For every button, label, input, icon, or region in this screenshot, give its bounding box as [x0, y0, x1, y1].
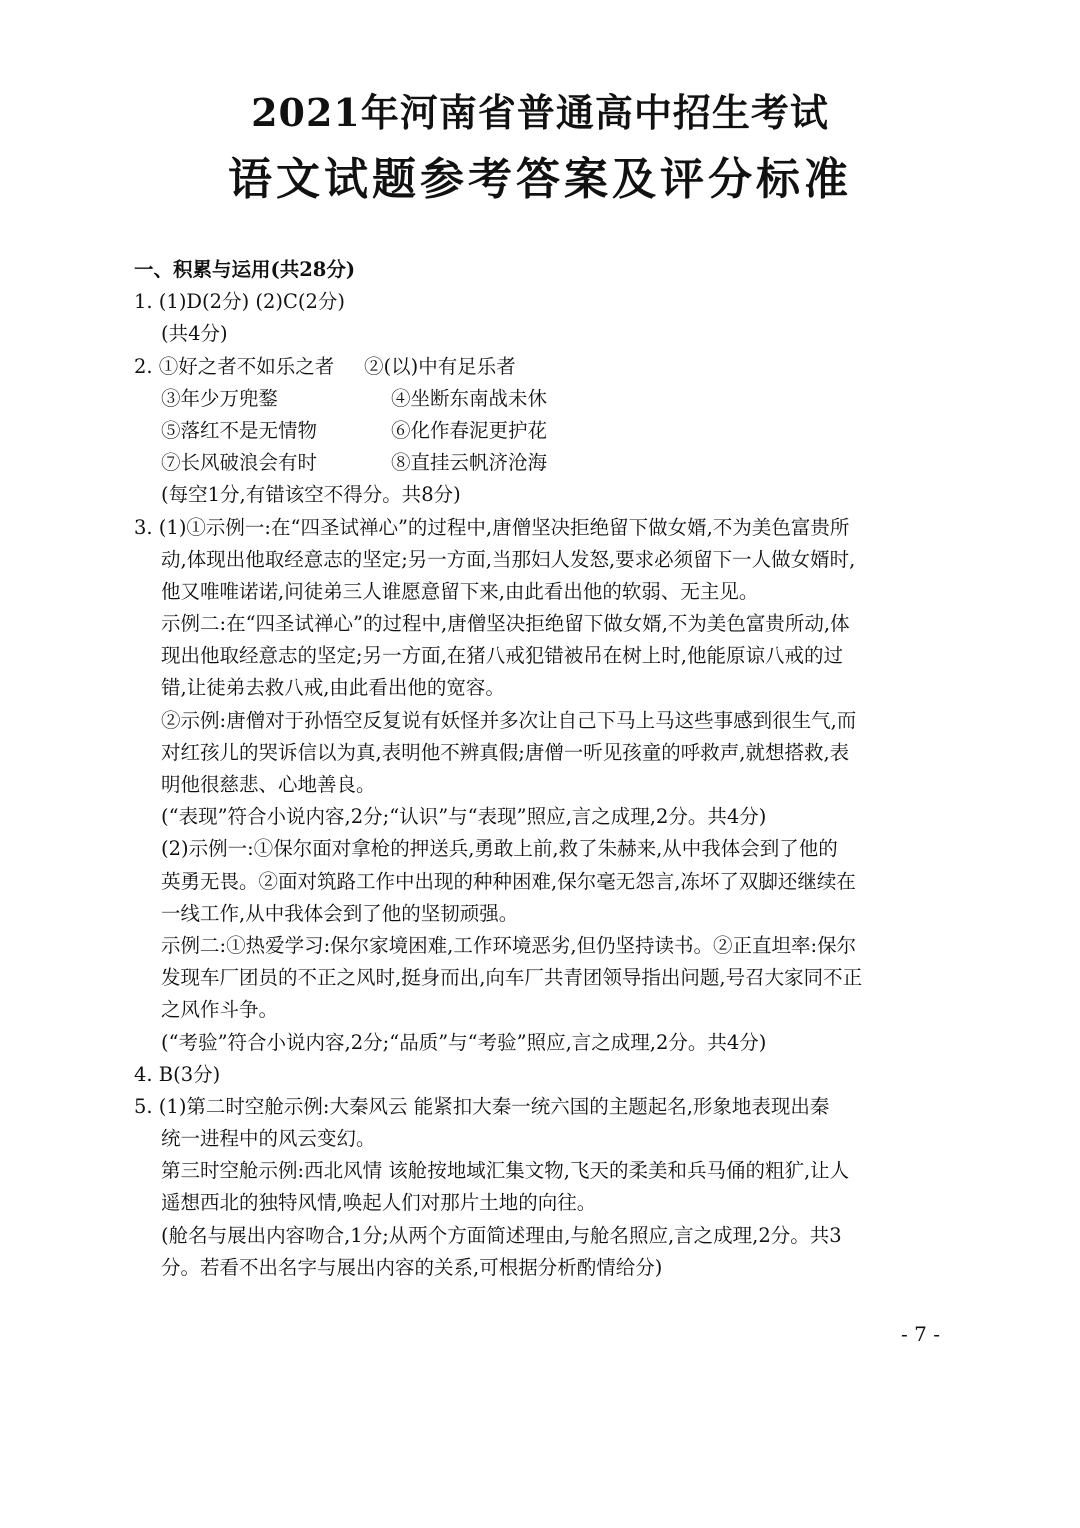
- document-title: 语文试题参考答案及评分标准: [228, 154, 852, 205]
- answer-line: 现出他取经意志的坚定;另一方面,在猪八戒犯错被吊在树上时,他能原谅八戒的过: [161, 644, 843, 668]
- answer-line: (2)示例一:①保尔面对拿枪的押送兵,勇敢上前,救了朱赫来,从中我体会到了他的: [161, 837, 838, 861]
- answer-line: [134, 447, 934, 479]
- answer-blank: ②(以)中有足乐者: [364, 354, 516, 378]
- answer-line: 1. (1)D(2分) (2)C(2分): [134, 290, 346, 314]
- answer-line: 遥想西北的独特风情,唤起人们对那片土地的向往。: [161, 1191, 597, 1215]
- answer-line: 英勇无畏。②面对筑路工作中出现的种种困难,保尔毫无怨言,冻坏了双脚还继续在: [161, 869, 856, 893]
- answer-line: (每空1分,有错该空不得分。共8分): [161, 483, 461, 507]
- answer-line: 第三时空舱示例:西北风情 该舱按地域汇集文物,飞天的柔美和兵马俑的粗犷,让人: [161, 1159, 850, 1183]
- answer-blank: ⑧直挂云帆济沧海: [391, 451, 548, 475]
- answer-line: 3. (1)①示例一:在“四圣试禅心”的过程中,唐僧坚决拒绝留下做女婿,不为美色富贵所: [134, 515, 850, 539]
- answer-line: 5. (1)第二时空舱示例:大秦风云 能紧扣大秦一统六国的主题起名,形象地表现出秦: [134, 1094, 830, 1118]
- answer-line: (舱名与展出内容吻合,1分;从两个方面简述理由,与舱名照应,言之成理,2分。共3: [161, 1223, 842, 1247]
- answer-line: 示例二:在“四圣试禅心”的过程中,唐僧坚决拒绝留下做女婿,不为美色富贵所动,体: [161, 612, 850, 636]
- answer-line: [134, 415, 934, 447]
- answer-blank: ④坐断东南战未休: [391, 386, 548, 410]
- answer-blank: ⑥化作春泥更护花: [391, 418, 548, 442]
- page-number: - 7 -: [901, 1322, 940, 1346]
- answer-blank: ③年少万兜鍪: [161, 386, 279, 410]
- answer-line: 之风作斗争。: [161, 998, 279, 1022]
- section-heading: 一、积累与运用(共28分): [134, 258, 356, 281]
- answer-blank: ⑦长风破浪会有时: [161, 451, 318, 475]
- answer-line: 统一进程中的风云变幻。: [161, 1127, 376, 1151]
- answer-line: 分。若看不出名字与展出内容的关系,可根据分析酌情给分): [161, 1255, 663, 1279]
- answer-line: 发现车厂团员的不正之风时,挺身而出,向车厂共青团领导指出问题,号召大家同不正: [161, 966, 863, 990]
- answer-line: [134, 351, 934, 383]
- answer-line: 错,让徒弟去救八戒,由此看出他的宽容。: [161, 676, 505, 700]
- answer-line: 动,体现出他取经意志的坚定;另一方面,当那妇人发怒,要求必须留下一人做女婿时,: [161, 547, 856, 571]
- answer-line: ②示例:唐僧对于孙悟空反复说有妖怪并多次让自己下马上马这些事感到很生气,而: [161, 708, 857, 732]
- answer-line: 明他很慈悲、心地善良。: [161, 773, 376, 796]
- answer-line: 示例二:①热爱学习:保尔家境困难,工作环境恶劣,但仍坚持读书。②正直坦率:保尔: [161, 933, 857, 957]
- answer-line: 一线工作,从中我体会到了他的坚韧顽强。: [161, 901, 519, 925]
- answer-line: (“表现”符合小说内容,2分;“认识”与“表现”照应,言之成理,2分。共4分): [161, 805, 767, 829]
- answer-line: 4. B(3分): [134, 1062, 221, 1086]
- answer-content: [134, 254, 934, 1284]
- answer-line: (“考验”符合小说内容,2分;“品质”与“考验”照应,言之成理,2分。共4分): [161, 1030, 767, 1054]
- answer-blank: ⑤落红不是无情物: [161, 418, 318, 442]
- exam-title: 2021年河南省普通高中招生考试: [251, 90, 829, 135]
- answer-line: 他又唯唯诺诺,问徒弟三人谁愿意留下来,由此看出他的软弱、无主见。: [161, 579, 759, 603]
- answer-blank: 2. ①好之者不如乐之者: [134, 354, 335, 378]
- answer-line: [134, 383, 934, 415]
- answer-line: 对红孩儿的哭诉信以为真,表明他不辨真假;唐僧一听见孩童的呼救声,就想搭救,表: [161, 740, 850, 764]
- answer-line: (共4分): [161, 322, 228, 346]
